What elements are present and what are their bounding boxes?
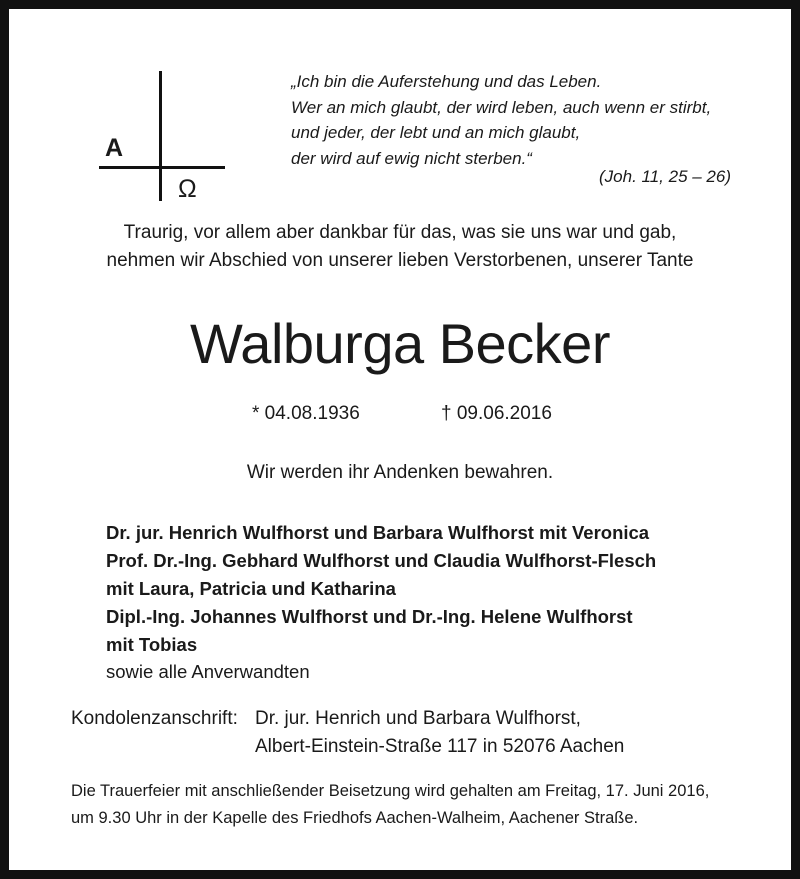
alpha-symbol: A [105, 134, 124, 162]
quote-line: und jeder, der lebt und an mich glaubt, [291, 123, 581, 142]
relatives-text: sowie alle Anverwandten [106, 661, 310, 682]
omega-symbol: Ω [178, 175, 197, 203]
quote-line: der wird auf ewig nicht sterben.“ [291, 148, 532, 168]
cross-vertical-bar [159, 71, 162, 201]
deceased-name: Walburga Becker [190, 312, 610, 375]
family-line: Dr. jur. Henrich Wulfhorst und Barbara Wulfhorst mit Veronica [106, 522, 650, 543]
ceremony-line: Die Trauerfeier mit anschließender Beisetzung wird gehalten am Freitag, 17. Juni 2016, [71, 782, 710, 800]
death-date: † 09.06.2016 [441, 403, 552, 424]
condolence-address-line: Albert-Einstein-Straße 117 in 52076 Aachen [255, 736, 625, 757]
quote-reference: (Joh. 11, 25 – 26) [599, 167, 731, 186]
ceremony-info [71, 778, 771, 832]
family-line: Prof. Dr.-Ing. Gebhard Wulfhorst und Claudia Wulfhorst-Flesch [106, 550, 657, 571]
cross-horizontal-bar [99, 166, 225, 169]
family-list [106, 519, 766, 659]
birth-date: * 04.08.1936 [252, 403, 360, 424]
family-line: Dipl.-Ing. Johannes Wulfhorst und Dr.-Ing. Helene Wulfhorst [106, 606, 633, 627]
remembrance-text: Wir werden ihr Andenken bewahren. [246, 462, 554, 483]
intro-line: nehmen wir Abschied von unserer lieben Verstorbenen, unserer Tante [106, 250, 694, 271]
condolence-address-line: Dr. jur. Henrich und Barbara Wulfhorst, [255, 708, 581, 729]
condolence-label: Kondolenzanschrift: [71, 708, 238, 729]
intro-text [49, 219, 751, 275]
quote-line: „Ich bin die Auferstehung und das Leben. [291, 72, 602, 91]
bible-quote [291, 69, 761, 171]
intro-line: Traurig, vor allem aber dankbar für das, was sie uns war und gab, [123, 222, 677, 243]
quote-line: Wer an mich glaubt, der wird leben, auch wenn er stirbt, [291, 97, 712, 117]
family-line: mit Tobias [106, 634, 198, 655]
ceremony-line: um 9.30 Uhr in der Kapelle des Friedhofs Aachen-Walheim, Aachener Straße. [71, 809, 639, 827]
family-line: mit Laura, Patricia und Katharina [106, 578, 396, 599]
